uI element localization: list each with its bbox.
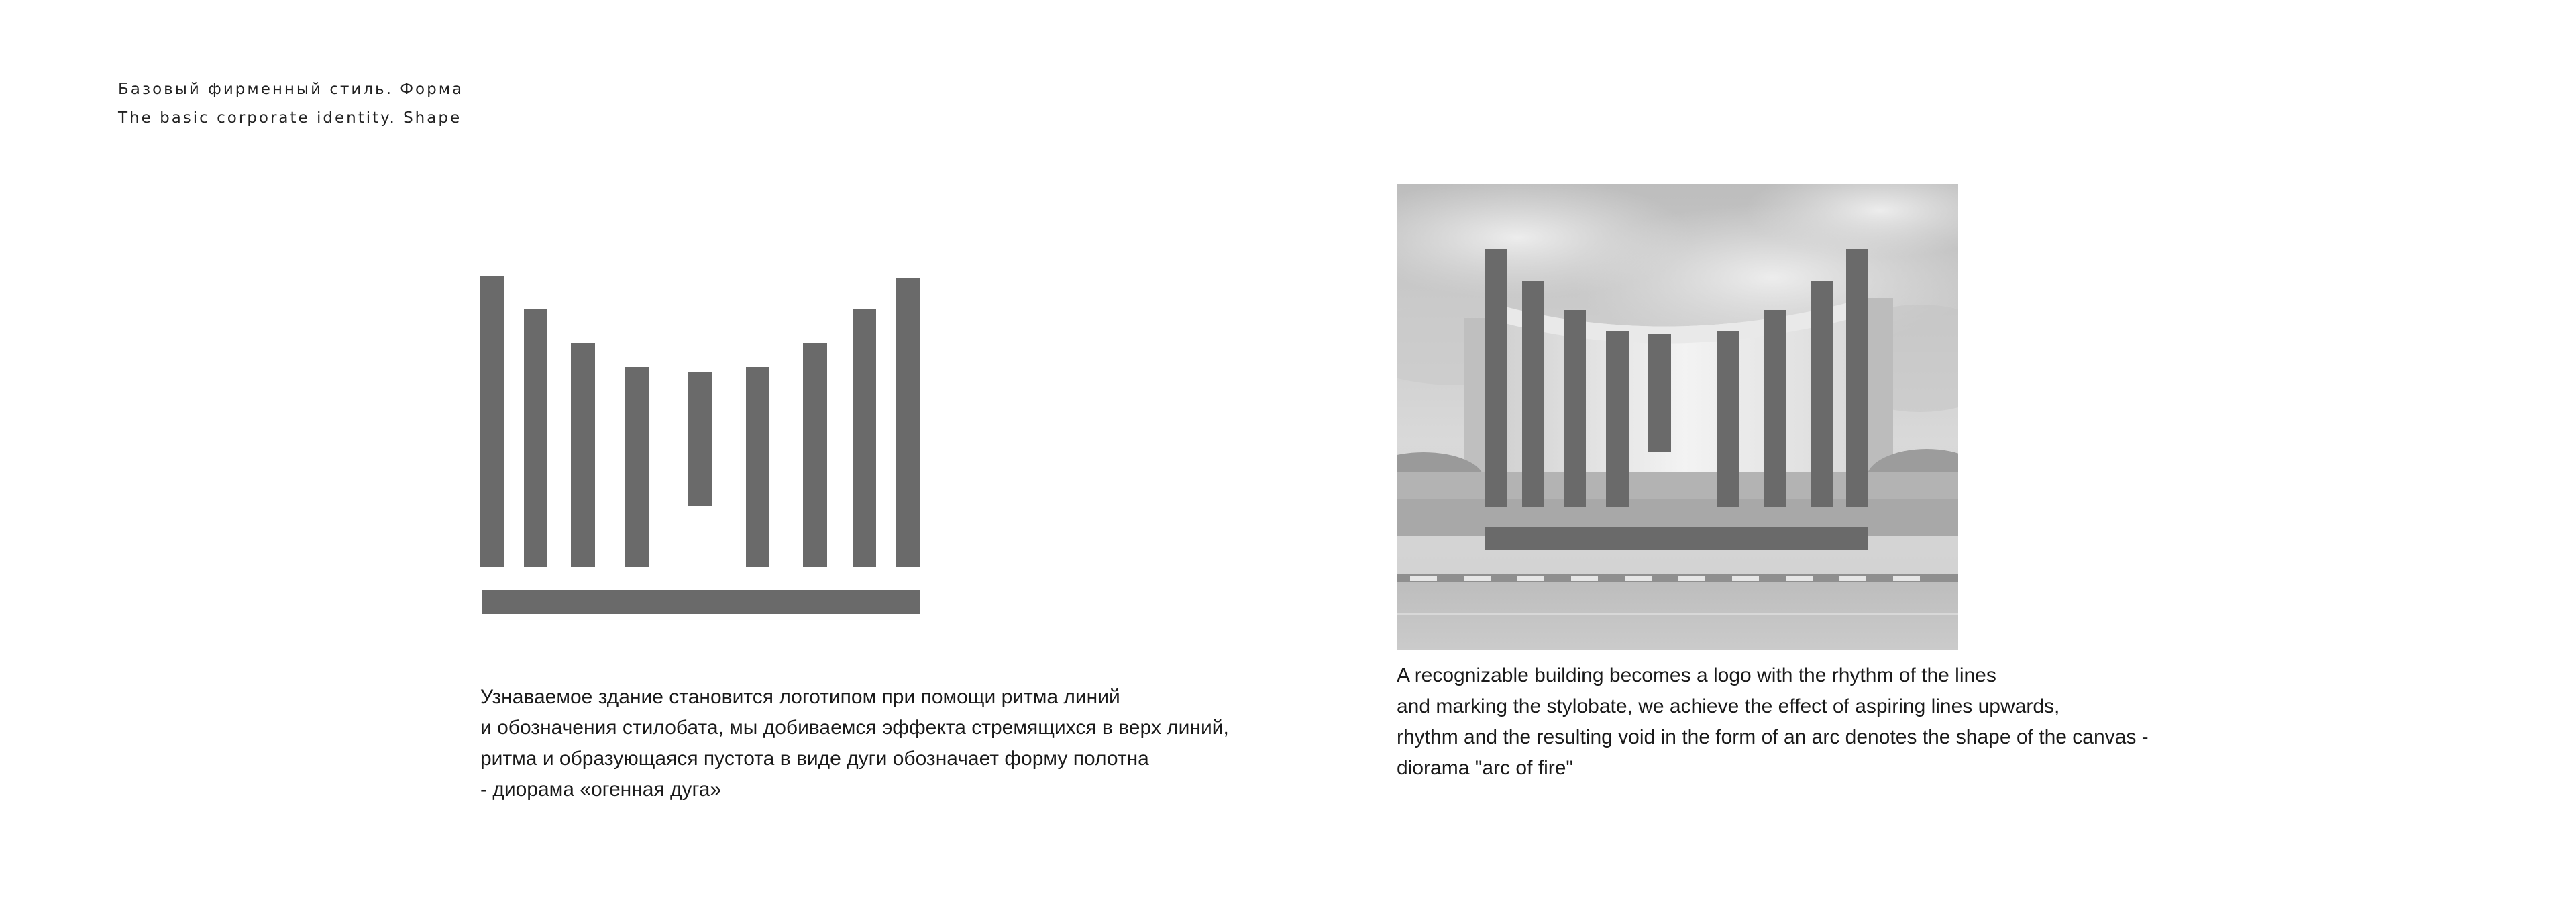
overlay-stylobate-base (1485, 527, 1868, 550)
logo-bar-9 (896, 278, 920, 567)
logo-bar-6 (746, 367, 769, 567)
header-title-en: The basic corporate identity. Shape (118, 109, 462, 127)
caption-russian (480, 682, 1229, 805)
overlay-bar-7 (1764, 310, 1786, 507)
caption-en-line-1: A recognizable building becomes a logo with the rhythm of the lines (1397, 664, 1996, 686)
logo-bar-5 (688, 372, 712, 506)
logo-bar-3 (571, 343, 595, 567)
overlay-bar-5 (1648, 334, 1671, 452)
header-title-ru: Базовый фирменный стиль. Форма (118, 81, 464, 98)
building-photo (1397, 184, 1958, 650)
overlay-bar-4 (1606, 331, 1629, 507)
caption-english (1397, 660, 2149, 784)
logo-bar-8 (853, 309, 876, 567)
logo-bar-7 (803, 343, 827, 567)
caption-en-line-4: diorama "arc of fire" (1397, 757, 1574, 779)
building-photo-with-logo-overlay (1397, 184, 1958, 650)
caption-ru-line-2: и обозначения стилобата, мы добиваемся эффекта стремящихся в верх линий, (480, 717, 1229, 739)
logo-bar-1 (480, 276, 504, 567)
logo-stylobate-base (482, 590, 920, 614)
page-header (118, 75, 464, 133)
caption-en-line-3: rhythm and the resulting void in the form of an arc denotes the shape of the canvas - (1397, 726, 2149, 748)
caption-ru-line-3: ритма и образующаяся пустота в виде дуги обозначает форму полотна (480, 748, 1149, 770)
overlay-bar-9 (1846, 249, 1868, 507)
logo-bar-2 (524, 309, 547, 567)
overlay-bar-6 (1717, 331, 1739, 507)
caption-en-line-2: and marking the stylobate, we achieve the effect of aspiring lines upwards, (1397, 695, 2060, 717)
logo-bar-4 (625, 367, 649, 567)
caption-ru-line-1: Узнаваемое здание становится логотипом при помощи ритма линий (480, 686, 1120, 708)
overlay-bar-3 (1564, 310, 1586, 507)
caption-ru-line-4: - диорама «огенная дуга» (480, 778, 722, 801)
overlay-bar-8 (1811, 281, 1833, 507)
overlay-bar-2 (1522, 281, 1544, 507)
overlay-bar-1 (1485, 249, 1507, 507)
